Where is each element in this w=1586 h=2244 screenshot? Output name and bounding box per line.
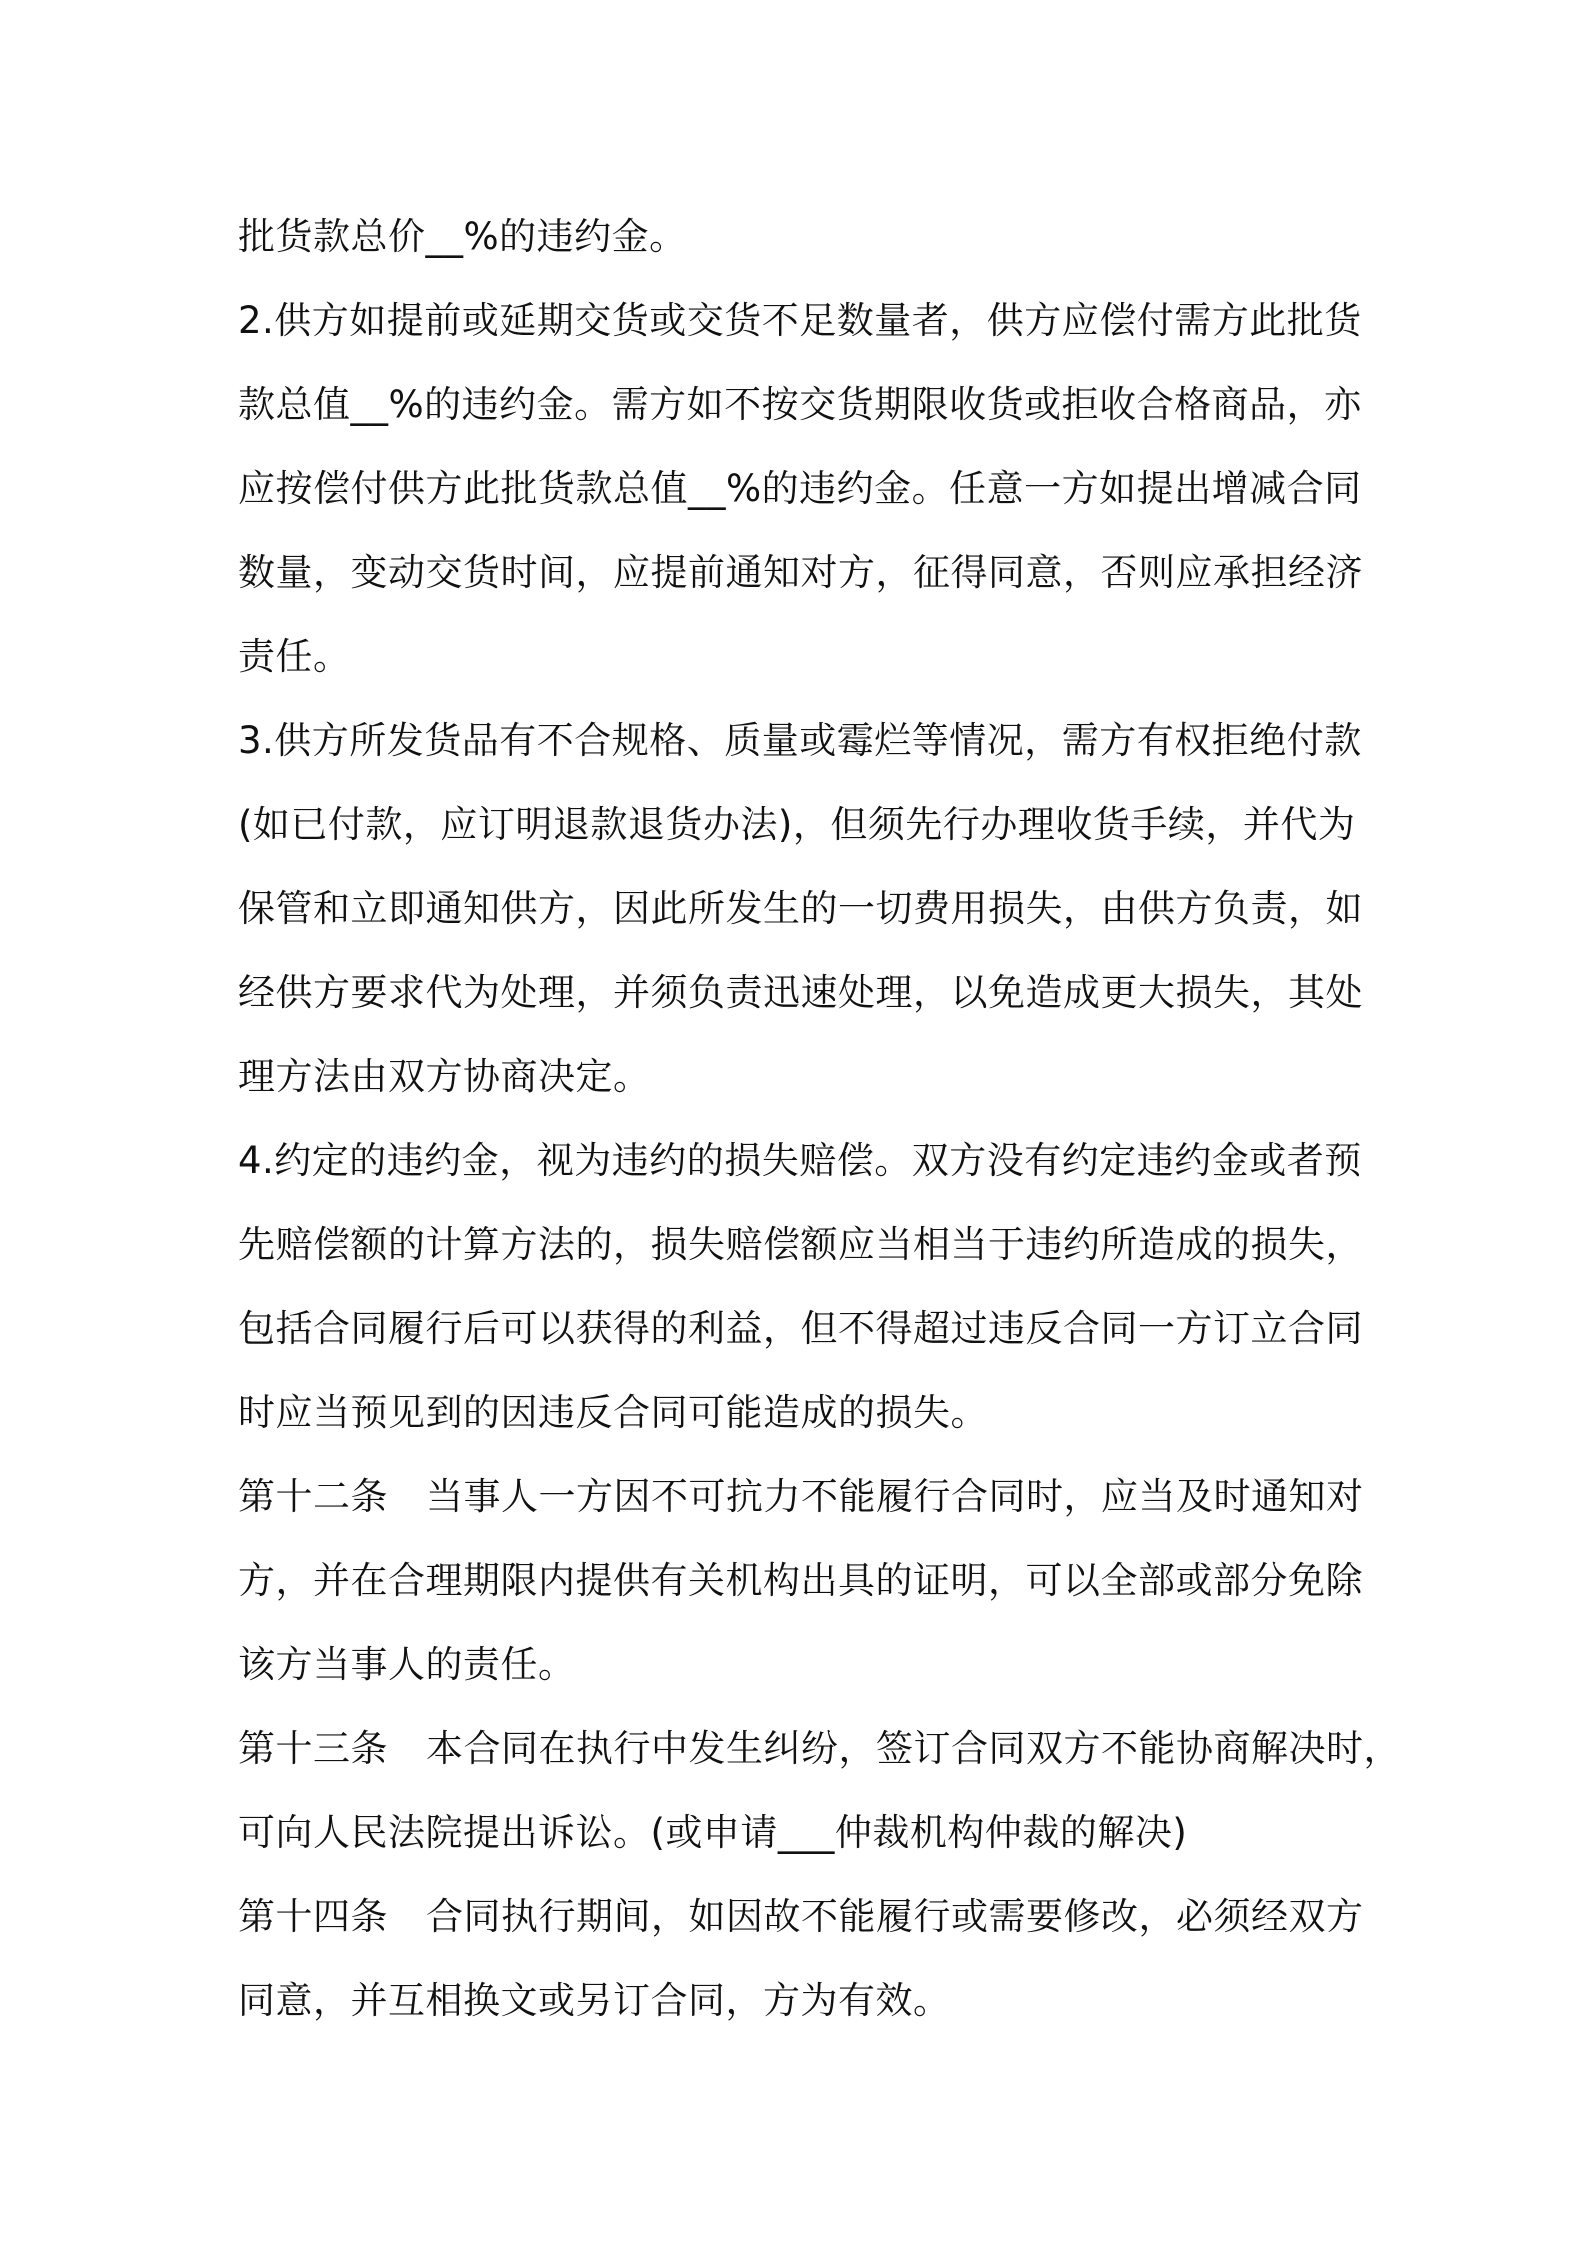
- text-line: 时应当预见到的因违反合同可能造成的损失。: [238, 1391, 988, 1434]
- article-12-number: 第十二条: [238, 1475, 388, 1518]
- text-line: 3.供方所发货品有不合规格、质量或霉烂等情况，需方有权拒绝付款: [238, 719, 1362, 762]
- article-12-line-1: [238, 1455, 1364, 1539]
- text-line: 包括合同履行后可以获得的利益，但不得超过违反合同一方订立合同: [238, 1307, 1363, 1350]
- article-12-line-3: 该方当事人的责任。: [238, 1643, 576, 1686]
- text-line: 经供方要求代为处理，并须负责迅速处理，以免造成更大损失，其处: [238, 971, 1363, 1014]
- text-line: 2.供方如提前或延期交货或交货不足数量者，供方应偿付需方此批货: [238, 299, 1362, 342]
- article-13-line-2: 可向人民法院提出诉讼。(或申请___仲裁机构仲裁的解决): [238, 1811, 1188, 1854]
- article-14-line-1: [238, 1875, 1364, 1959]
- text-line: (如已付款，应订明退款退货办法)，但须先行办理收货手续，并代为: [238, 803, 1356, 846]
- text-line: 先赔偿额的计算方法的，损失赔偿额应当相当于违约所造成的损失，: [238, 1223, 1363, 1266]
- article-13-number: 第十三条: [238, 1727, 388, 1770]
- document-body: [238, 195, 1401, 2043]
- text-line: 4.约定的违约金，视为违约的损失赔偿。双方没有约定违约金或者预: [238, 1139, 1362, 1182]
- article-12-text: 当事人一方因不可抗力不能履行合同时，应当及时通知对: [426, 1475, 1364, 1518]
- article-14-text: 合同执行期间，如因故不能履行或需要修改，必须经双方: [426, 1895, 1364, 1938]
- text-line: 理方法由双方协商决定。: [238, 1055, 651, 1098]
- text-line: 保管和立即通知供方，因此所发生的一切费用损失，由供方负责，如: [238, 887, 1363, 930]
- text-line: 数量，变动交货时间，应提前通知对方，征得同意，否则应承担经济: [238, 551, 1363, 594]
- article-14-number: 第十四条: [238, 1895, 388, 1938]
- text-line: 批货款总价__%的违约金。: [238, 215, 687, 258]
- article-13-text: 本合同在执行中发生纠纷，签订合同双方不能协商解决时，: [426, 1727, 1401, 1770]
- article-12-line-2: 方，并在合理期限内提供有关机构出具的证明，可以全部或部分免除: [238, 1559, 1363, 1602]
- article-13-line-1: [238, 1707, 1401, 1791]
- text-line: 责任。: [238, 635, 351, 678]
- article-14-line-2: 同意，并互相换文或另订合同，方为有效。: [238, 1979, 951, 2022]
- text-line: 款总值__%的违约金。需方如不按交货期限收货或拒收合格商品，亦: [238, 383, 1362, 426]
- text-line: 应按偿付供方此批货款总值__%的违约金。任意一方如提出增减合同: [238, 467, 1362, 510]
